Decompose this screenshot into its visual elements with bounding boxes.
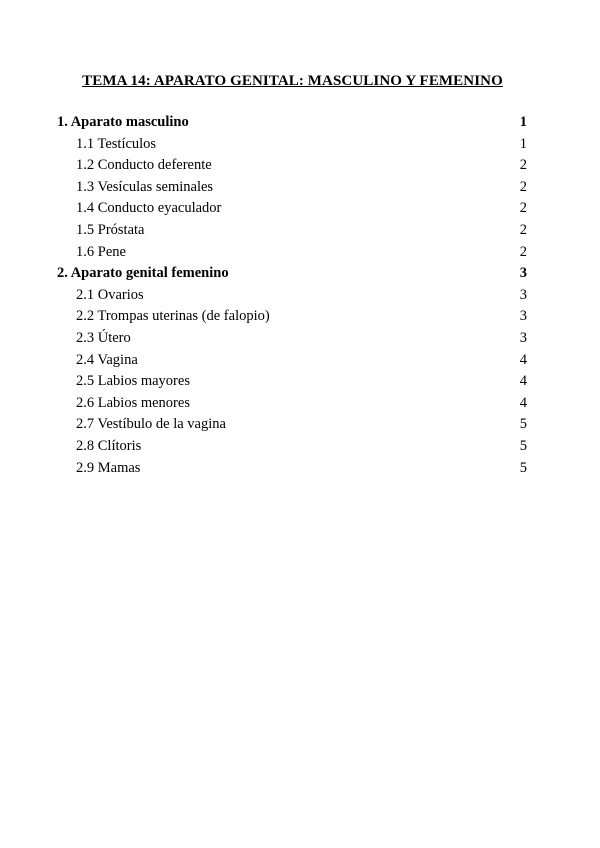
toc-page-number: 5 — [519, 437, 527, 454]
toc-entry-pene[interactable] — [57, 242, 527, 264]
toc-entry-label: 1.5 Próstata — [76, 221, 145, 238]
toc-page-number: 3 — [519, 329, 527, 346]
toc-entry-label: 2. Aparato genital femenino — [57, 265, 229, 282]
toc-entry-vestibulo-vagina[interactable] — [57, 414, 527, 436]
toc-page-number: 3 — [519, 265, 527, 282]
toc-page-number: 2 — [519, 221, 527, 238]
toc-entry-label: 2.4 Vagina — [76, 351, 138, 368]
toc-entry-conducto-eyaculador[interactable] — [57, 198, 527, 220]
toc-entry-label: 1.2 Conducto deferente — [76, 157, 212, 174]
toc-entry-vagina[interactable] — [57, 350, 527, 372]
toc-page-number: 2 — [519, 157, 527, 174]
toc-entry-label: 2.7 Vestíbulo de la vagina — [76, 416, 226, 433]
toc-section-aparato-masculino[interactable] — [57, 112, 527, 134]
toc-entry-label: 2.1 Ovarios — [76, 286, 144, 303]
toc-entry-label: 1.3 Vesículas seminales — [76, 178, 214, 195]
toc-page-number: 5 — [519, 459, 527, 476]
toc-entry-ovarios[interactable] — [57, 285, 527, 307]
toc-entry-testiculos[interactable] — [57, 134, 527, 156]
toc-page-number: 2 — [519, 178, 527, 195]
toc-entry-vesiculas-seminales[interactable] — [57, 177, 527, 199]
toc-entry-prostata[interactable] — [57, 220, 527, 242]
toc-page-number: 3 — [519, 286, 527, 303]
toc-entry-mamas[interactable] — [57, 458, 527, 480]
table-of-contents — [57, 112, 527, 479]
toc-entry-label: 1.1 Testículos — [76, 135, 157, 152]
toc-page-number: 4 — [519, 351, 527, 368]
toc-entry-label: 2.9 Mamas — [76, 459, 141, 476]
toc-page-number: 1 — [519, 114, 527, 130]
document-title: TEMA 14: APARATO GENITAL: MASCULINO Y FEMENINO — [82, 73, 503, 89]
toc-section-aparato-genital-femenino[interactable] — [57, 263, 527, 285]
toc-entry-label: 2.8 Clítoris — [76, 437, 142, 454]
toc-page-number: 2 — [519, 243, 527, 260]
toc-entry-label: 2.2 Trompas uterinas (de falopio) — [76, 308, 270, 325]
toc-entry-labios-menores[interactable] — [57, 393, 527, 415]
toc-entry-label: 2.5 Labios mayores — [76, 373, 190, 390]
toc-entry-label: 1.4 Conducto eyaculador — [76, 200, 222, 217]
toc-page-number: 5 — [519, 416, 527, 433]
toc-entry-label: 2.3 Útero — [76, 329, 131, 346]
toc-page-number: 3 — [519, 308, 527, 325]
toc-entry-conducto-deferente[interactable] — [57, 155, 527, 177]
toc-page-number: 1 — [519, 135, 527, 152]
toc-entry-clitoris[interactable] — [57, 436, 527, 458]
toc-entry-labios-mayores[interactable] — [57, 371, 527, 393]
toc-entry-trompas-uterinas[interactable] — [57, 306, 527, 328]
toc-entry-label: 1.6 Pene — [76, 243, 126, 260]
toc-page-number: 4 — [519, 373, 527, 390]
toc-page-number: 4 — [519, 394, 527, 411]
toc-page-number: 2 — [519, 200, 527, 217]
toc-entry-utero[interactable] — [57, 328, 527, 350]
toc-entry-label: 1. Aparato masculino — [57, 114, 189, 130]
toc-entry-label: 2.6 Labios menores — [76, 394, 190, 411]
